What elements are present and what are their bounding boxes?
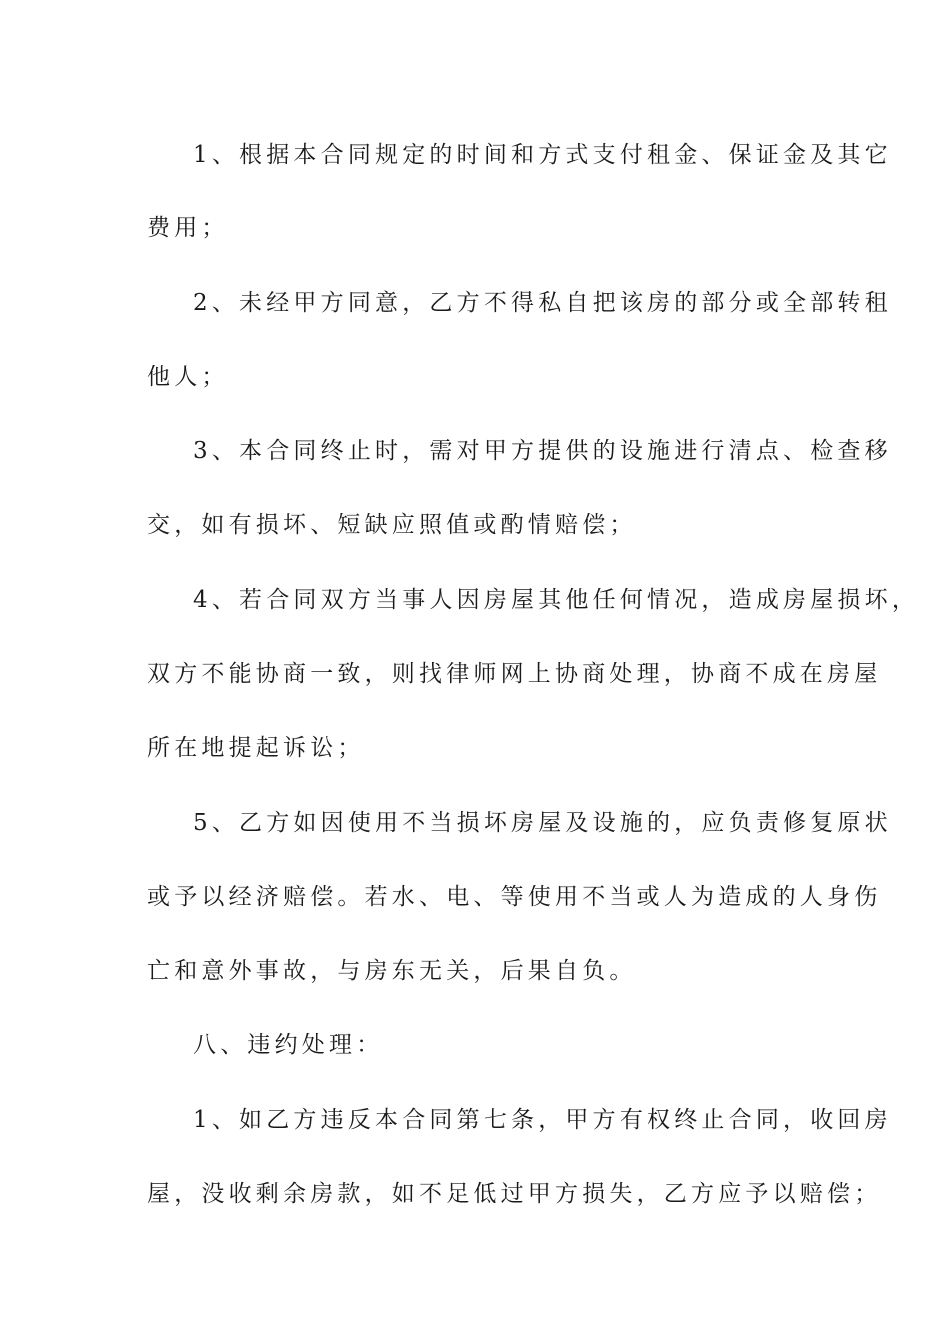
clause-4-line-3: 所在地提起诉讼； — [147, 735, 365, 761]
clause-5-line-2: 或予以经济赔偿。若水、电、等使用不当或人为造成的人身伤 — [147, 884, 882, 910]
clause-3-line-2: 交，如有损坏、短缺应照值或酌情赔偿； — [147, 512, 637, 538]
clause-5-line-1: 5、乙方如因使用不当损坏房屋及设施的，应负责修复原状 — [193, 810, 892, 836]
clause-2-line-1: 2、未经甲方同意，乙方不得私自把该房的部分或全部转租 — [193, 290, 892, 316]
clause-2-line-2: 他人； — [147, 364, 229, 390]
clause-1-line-2: 费用； — [147, 215, 229, 241]
clause-5-line-3: 亡和意外事故，与房东无关，后果自负。 — [147, 958, 637, 984]
clause-3-line-1: 3、本合同终止时，需对甲方提供的设施进行清点、检查移 — [193, 438, 892, 464]
clause-4-line-2: 双方不能协商一致，则找律师网上协商处理，协商不成在房屋 — [147, 661, 882, 687]
clause-1-line-1: 1、根据本合同规定的时间和方式支付租金、保证金及其它 — [193, 142, 892, 168]
clause-4-line-1: 4、若合同双方当事人因房屋其他任何情况，造成房屋损坏， — [193, 587, 920, 613]
section-heading-breach: 八、违约处理： — [193, 1032, 384, 1058]
breach-clause-1-line-1: 1、如乙方违反本合同第七条，甲方有权终止合同，收回房 — [193, 1107, 892, 1133]
breach-clause-1-line-2: 屋，没收剩余房款，如不足低过甲方损失，乙方应予以赔偿； — [147, 1181, 882, 1207]
